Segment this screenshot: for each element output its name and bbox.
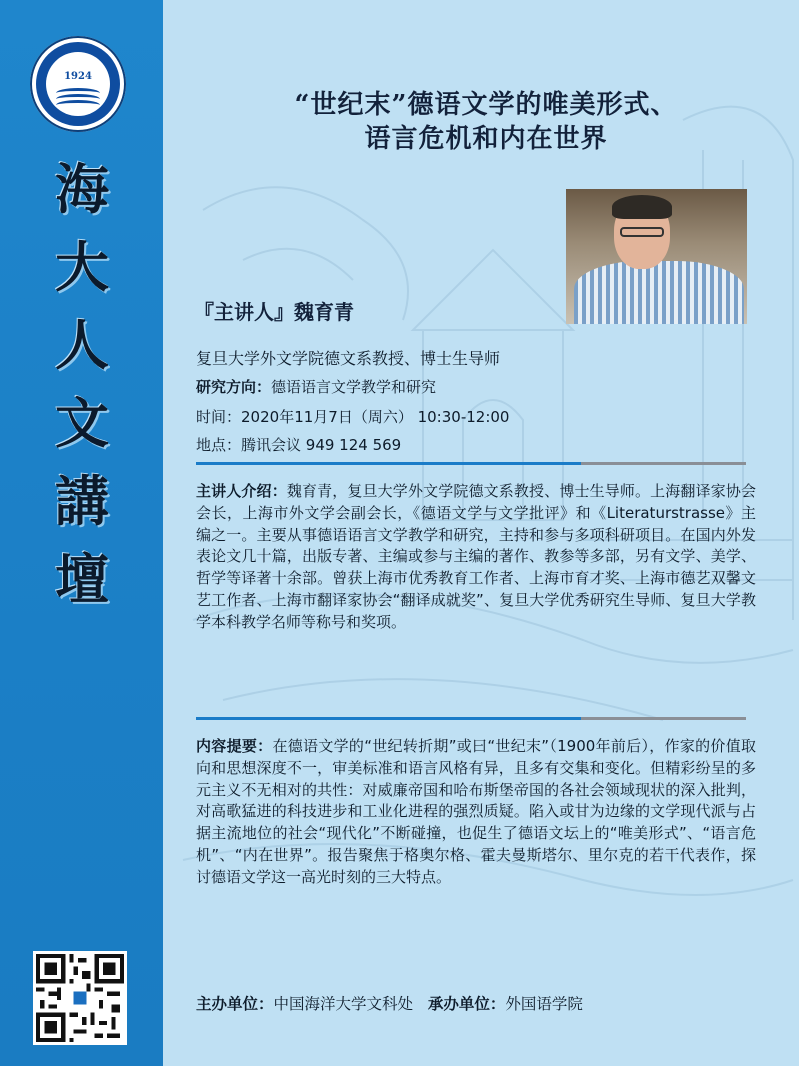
- university-seal-icon: [30, 36, 126, 132]
- speaker-heading: [194, 296, 354, 325]
- research-value: 德语语言文学教学和研究: [271, 378, 437, 396]
- event-place: [196, 434, 401, 455]
- speaker-photo: [566, 189, 747, 324]
- vertical-title-char: 壇: [55, 547, 109, 611]
- summary-text: 在德语文学的“世纪转折期”或曰“世纪末”（1900年前后），作家的价值取向和思想深度不一，审美标准和语言风格有异，且多有交集和变化。但精彩纷呈的多元主义不无相对的共性：对威廉帝国和哈布斯堡帝国的各社会领域现状的深入批判，对高歌猛进的科技进步和工业化进程的强烈质疑。陷入或甘为边缘的文学现代派与占据主流地位的社会“现代化”不断碰撞，也促生了德语文坛上的“唯美形式”、“语言危机”、“内在世界”。报告聚焦于格奥尔格、霍夫曼斯塔尔、里尔克的若干代表作，探讨德语文学这一高光时刻的三大特点。: [196, 737, 756, 886]
- vertical-series-title: [40, 150, 124, 618]
- qr-code-icon[interactable]: [33, 951, 127, 1045]
- speaker-position: 复旦大学外文学院德文系教授、博士生导师: [196, 349, 501, 368]
- research-label: 研究方向：: [196, 378, 272, 396]
- speaker-name: 魏育青: [294, 300, 354, 324]
- organizer-name: 中国海洋大学文科处: [273, 995, 414, 1013]
- vertical-title-char: 大: [55, 235, 109, 299]
- event-time: [196, 406, 509, 427]
- intro-label: 主讲人介绍：: [196, 482, 287, 500]
- speaker-intro: [196, 481, 756, 634]
- lecture-title-line: “世纪末”德语文学的唯美形式、: [294, 90, 678, 120]
- place-value: 腾讯会议 949 124 569: [241, 436, 402, 454]
- research-field: [196, 376, 436, 397]
- logo-year: 1924: [64, 71, 92, 82]
- organizers: [196, 992, 583, 1014]
- section-divider: [196, 462, 746, 465]
- vertical-title-char: 海: [55, 157, 109, 221]
- co-organizer-label: 承办单位：: [427, 995, 506, 1013]
- summary-label: 内容提要：: [196, 737, 273, 755]
- sidebar: [0, 0, 163, 1066]
- speaker-label: 『主讲人』: [194, 300, 294, 324]
- content-summary: [196, 736, 756, 889]
- organizer-label: 主办单位：: [196, 995, 274, 1013]
- section-divider: [196, 717, 746, 720]
- vertical-title-char: 人: [55, 313, 109, 377]
- vertical-title-char: 文: [55, 391, 109, 455]
- time-value: 2020年11月7日（周六） 10:30-12:00: [241, 408, 510, 426]
- co-organizer-name: 外国语学院: [505, 995, 583, 1013]
- lecture-title: [186, 88, 786, 156]
- vertical-title-char: 講: [55, 469, 109, 533]
- intro-text: 魏育青，复旦大学外文学院德文系教授、博士生导师。上海翻译家协会会长，上海市外文学会副会长，《德语文学与文学批评》和《Literaturstrasse》主编之一。主要从事德语语言文学教学和研究，主持和参与多项科研项目。在国内外发表论文几十篇，出版专著、主编或参与主编的著作、教参等多部，另有文学、美学、哲学等译著十余部。曾获上海市优秀教育工作者、上海市育才奖、上海市德艺双馨文艺工作者、上海市翻译家协会“翻译成就奖”、复旦大学优秀研究生导师、复旦大学教学本科教学名师等称号和奖项。: [196, 482, 756, 631]
- place-label: 地点：: [196, 436, 242, 454]
- time-label: 时间：: [196, 408, 242, 426]
- lecture-title-line: 语言危机和内在世界: [364, 124, 608, 154]
